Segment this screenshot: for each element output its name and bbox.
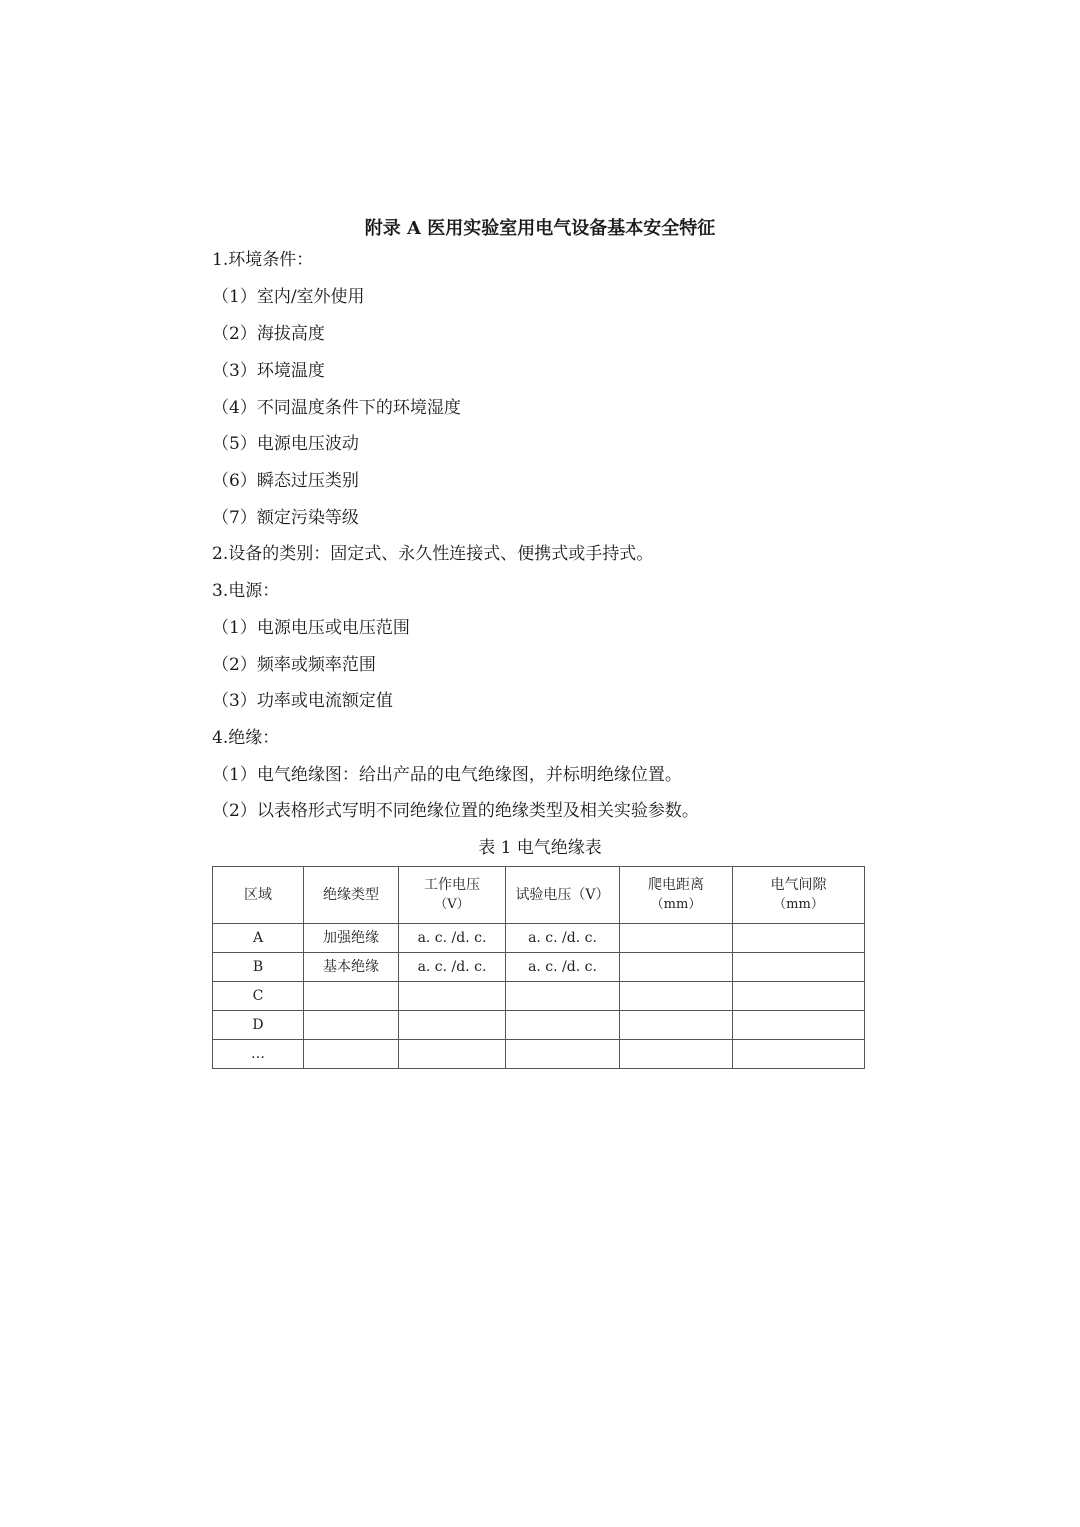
table-cell: a. c. /d. c. bbox=[399, 924, 506, 953]
table-header-row bbox=[213, 867, 865, 924]
table-cell: 加强绝缘 bbox=[304, 924, 399, 953]
table-cell bbox=[733, 953, 865, 982]
table-cell bbox=[304, 1040, 399, 1069]
list-item: （1）电源电压或电压范围 bbox=[212, 618, 410, 638]
table-cell bbox=[620, 982, 733, 1011]
table-cell bbox=[506, 1040, 620, 1069]
header-cell: 工作电压 （V） bbox=[399, 867, 506, 924]
table-cell: a. c. /d. c. bbox=[506, 953, 620, 982]
table-cell: A bbox=[213, 924, 304, 953]
section-heading-power: 3.电源： bbox=[212, 581, 280, 601]
table-cell bbox=[399, 1040, 506, 1069]
table-row bbox=[213, 1011, 865, 1040]
table-cell bbox=[733, 982, 865, 1011]
table-cell: B bbox=[213, 953, 304, 982]
table-cell bbox=[733, 924, 865, 953]
table-cell bbox=[506, 1011, 620, 1040]
table-caption: 表 1 电气绝缘表 bbox=[478, 838, 602, 858]
table-cell bbox=[620, 1011, 733, 1040]
header-cell: 试验电压（V） bbox=[506, 867, 620, 924]
list-item: （3）环境温度 bbox=[212, 361, 325, 381]
table-row bbox=[213, 982, 865, 1011]
table-cell bbox=[733, 1011, 865, 1040]
table-cell bbox=[304, 982, 399, 1011]
list-item: （4）不同温度条件下的环境湿度 bbox=[212, 398, 461, 418]
header-cell: 绝缘类型 bbox=[304, 867, 399, 924]
list-item: （2）海拔高度 bbox=[212, 324, 325, 344]
table-cell: D bbox=[213, 1011, 304, 1040]
table-cell: C bbox=[213, 982, 304, 1011]
list-item: （2）频率或频率范围 bbox=[212, 655, 376, 675]
list-item: （7）额定污染等级 bbox=[212, 508, 359, 528]
table-cell bbox=[399, 1011, 506, 1040]
page-title: 附录 A 医用实验室用电气设备基本安全特征 bbox=[364, 218, 716, 239]
table-cell bbox=[304, 1011, 399, 1040]
list-item: （5）电源电压波动 bbox=[212, 434, 359, 454]
section-heading-insulation: 4.绝缘： bbox=[212, 728, 280, 748]
table-cell bbox=[733, 1040, 865, 1069]
section-heading-environment: 1.环境条件： bbox=[212, 250, 314, 270]
header-cell: 爬电距离 （mm） bbox=[620, 867, 733, 924]
table-cell bbox=[399, 982, 506, 1011]
table-row bbox=[213, 924, 865, 953]
list-item: （1）电气绝缘图：给出产品的电气绝缘图，并标明绝缘位置。 bbox=[212, 765, 682, 785]
insulation-table bbox=[212, 866, 865, 1069]
table-cell: … bbox=[213, 1040, 304, 1069]
table-cell bbox=[620, 924, 733, 953]
list-item: （1）室内/室外使用 bbox=[212, 287, 365, 307]
section-heading-equipment-class: 2.设备的类别：固定式、永久性连接式、便携式或手持式。 bbox=[212, 544, 654, 564]
table-row bbox=[213, 1040, 865, 1069]
table-cell bbox=[506, 982, 620, 1011]
table-cell: a. c. /d. c. bbox=[399, 953, 506, 982]
table-cell bbox=[620, 1040, 733, 1069]
table-cell bbox=[620, 953, 733, 982]
list-item: （2）以表格形式写明不同绝缘位置的绝缘类型及相关实验参数。 bbox=[212, 801, 699, 821]
list-item: （3）功率或电流额定值 bbox=[212, 691, 393, 711]
list-item: （6）瞬态过压类别 bbox=[212, 471, 359, 491]
header-cell: 区域 bbox=[213, 867, 304, 924]
table-cell: 基本绝缘 bbox=[304, 953, 399, 982]
header-cell: 电气间隙 （mm） bbox=[733, 867, 865, 924]
table-cell: a. c. /d. c. bbox=[506, 924, 620, 953]
table-row bbox=[213, 953, 865, 982]
